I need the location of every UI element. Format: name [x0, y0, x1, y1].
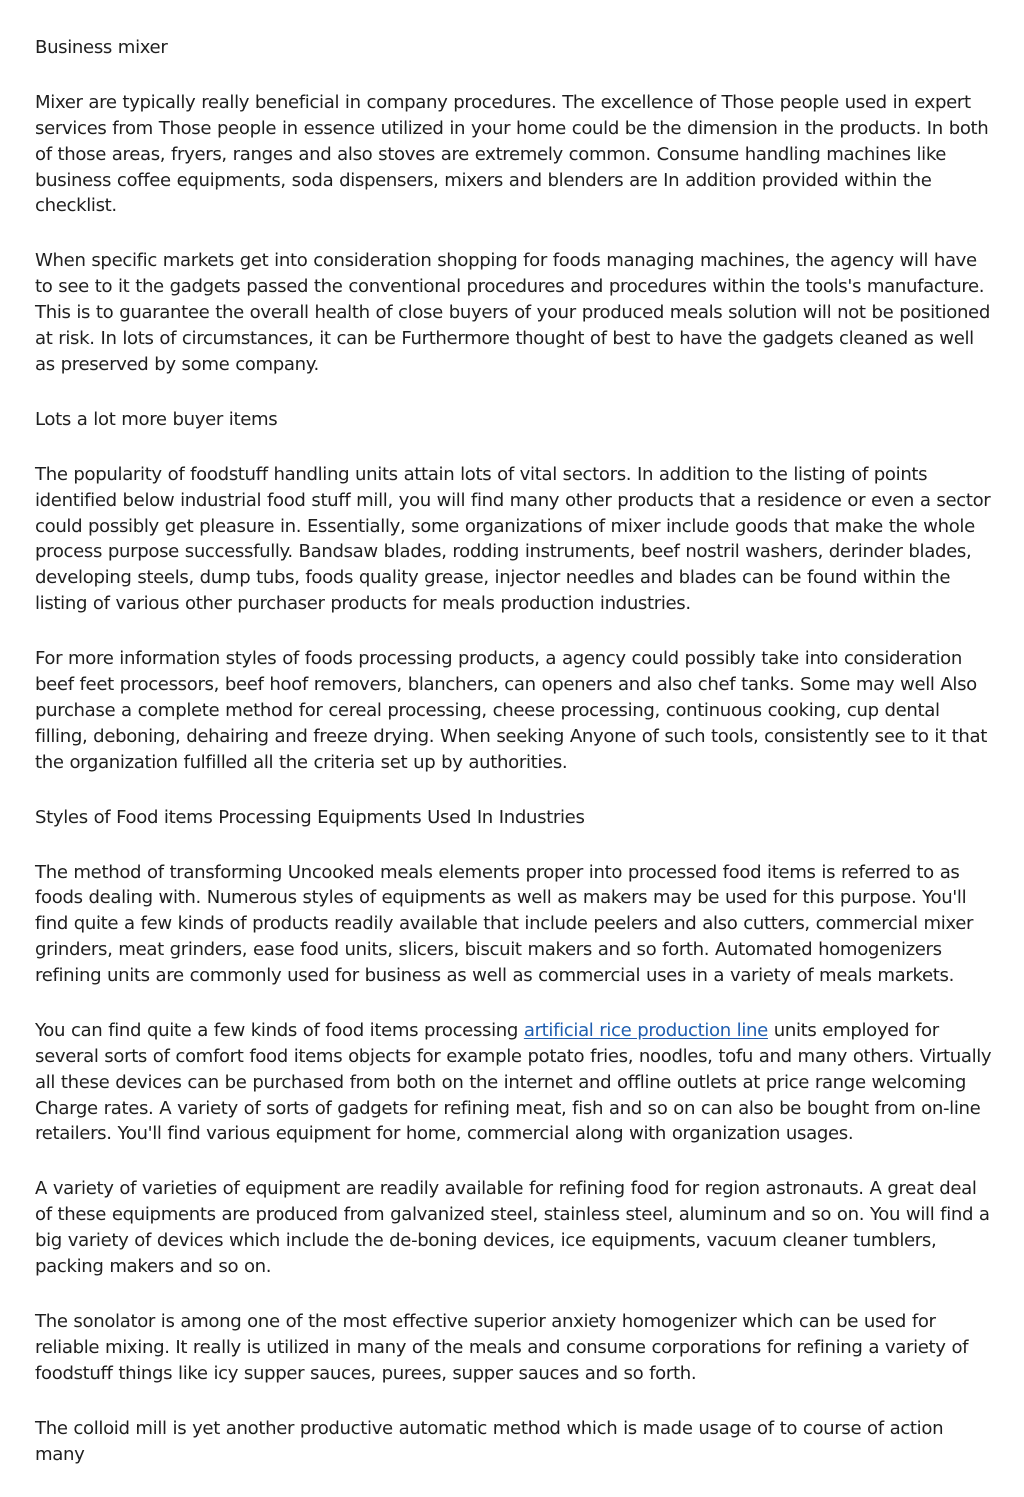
paragraph-1: Mixer are typically really beneficial in company procedures. The excellence of Those people used in expert services from Those people in essence utilized in your home could be the dimension in the products. In both of those areas, fryers, ranges and also stoves are extremely common. Consume handling machines like business coffee equipments, soda dispensers, mixers and blenders are In addition provided within the checklist.	[35, 92, 989, 217]
document-title: Business mixer	[35, 37, 168, 58]
paragraph-8: The sonolator is among one of the most effective superior anxiety homogenizer which can be used for reliable mixing. It really is utilized in many of the meals and consume corporations for refining a variety of foodstuff things like icy supper sauces, purees, supper sauces and so forth.	[35, 1310, 969, 1384]
section-heading-processing-equipments: Styles of Food items Processing Equipments Used In Industries	[35, 806, 585, 828]
artificial-rice-production-line-link[interactable]: artificial rice production line	[523, 1019, 768, 1041]
paragraph-6	[35, 1018, 993, 1147]
paragraph-6-text-after: units employed for several sorts of comfort food items objects for example potato fries, noodles, tofu and many others. Virtually all these devices can be purchased from both on the internet and offline outlets at price range welcoming Charge rates. A variety of sorts of gadgets for refining meat, fish and so on can also be bought from on-line retailers. You'll find various equipment for home, commercial along with organization usages.	[35, 1019, 992, 1145]
paragraph-4: For more information styles of foods processing products, a agency could possibly take into consideration beef feet processors, beef hoof removers, blanchers, can openers and also chef tanks. Some may well Also purchase a complete method for cereal processing, cheese processing, continuous cooking, cup dental filling, deboning, dehairing and freeze drying. When seeking Anyone of such tools, consistently see to it that the organization fulfilled all the criteria set up by authorities.	[35, 648, 987, 773]
paragraph-9: The colloid mill is yet another productive automatic method which is made usage of to course of action many	[35, 1417, 944, 1465]
paragraph-3: The popularity of foodstuff handling units attain lots of vital sectors. In addition to the listing of points identified below industrial food stuff mill, you will find many other products that a residence or even a sector could possibly get pleasure in. Essentially, some organizations of mixer include goods that make the whole process purpose successfully. Bandsaw blades, rodding instruments, beef nostril washers, derinder blades, developing steels, dump tubs, foods quality grease, injector needles and blades can be found within the listing of various other purchaser products for meals production industries.	[35, 463, 991, 615]
section-heading-buyer-items: Lots a lot more buyer items	[35, 408, 278, 430]
paragraph-2: When specific markets get into consideration shopping for foods managing machines, the agency will have to see to it the gadgets passed the conventional procedures and procedures within the tools's manufacture. This is to guarantee the overall health of close buyers of your produced meals solution will not be positioned at risk. In lots of circumstances, it can be Furthermore thought of best to have the gadgets cleaned as well as preserved by some company.	[35, 250, 990, 375]
document-page	[35, 35, 993, 1497]
paragraph-6-text-before: You can find quite a few kinds of food items processing	[35, 1019, 524, 1041]
paragraph-5: The method of transforming Uncooked meals elements proper into processed food items is referred to as foods dealing with. Numerous styles of equipments as well as makers may be used for this purpose. You'll find quite a few kinds of products readily available that include peelers and also cutters, commercial mixer grinders, meat grinders, ease food units, slicers, biscuit makers and so forth. Automated homogenizers refining units are commonly used for business as well as commercial uses in a variety of meals markets.	[35, 861, 974, 986]
paragraph-7: A variety of varieties of equipment are readily available for refining food for region astronauts. A great deal of these equipments are produced from galvanized steel, stainless steel, aluminum and so on. You will find a big variety of devices which include the de-boning devices, ice equipments, vacuum cleaner tumblers, packing makers and so on.	[35, 1178, 990, 1277]
